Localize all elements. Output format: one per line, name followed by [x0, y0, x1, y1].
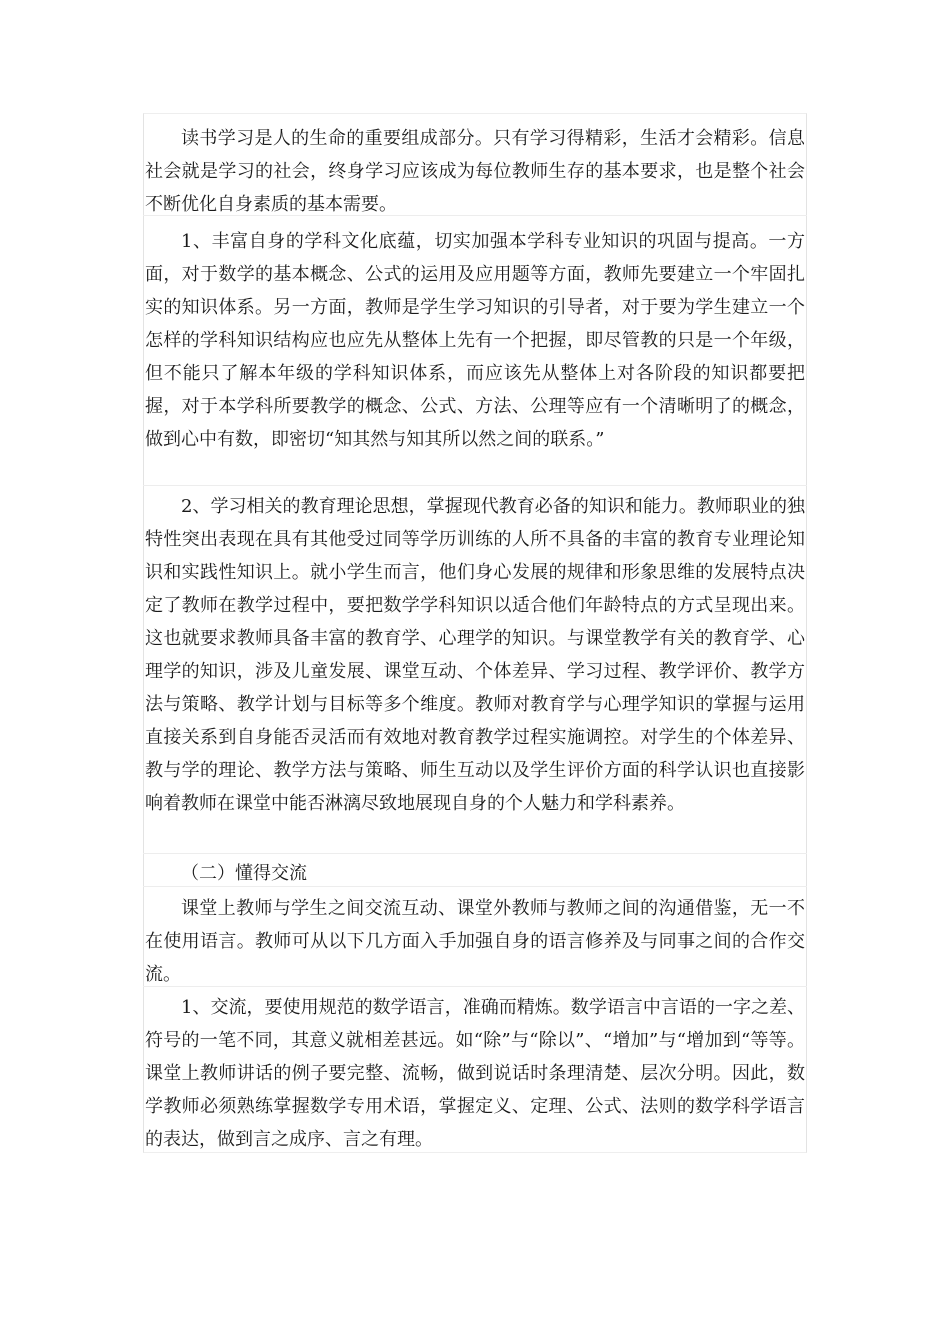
paragraph-point-1: 1、丰富自身的学科文化底蕴，切实加强本学科专业知识的巩固与提高。一方面，对于数学的基本概念、公式的运用及应用题等方面，教师先要建立一个牢固扎实的知识体系。另一方面，教师是学生学习知识的引导者，对于要为学生建立一个怎样的学科知识结构应也应先从整体上先有一个把握，即尽管教的只是一个年级，但不能只了解本年级的学科知识体系，而应该先从整体上对各阶段的知识都要把握，对于本学科所要教学的概念、公式、方法、公理等应有一个清晰明了的概念，做到心中有数，即密切“知其然与知其所以然之间的联系。”	[145, 231, 805, 450]
paragraph-intro: 读书学习是人的生命的重要组成部分。只有学习得精彩，生活才会精彩。信息社会就是学习的社会，终身学习应该成为每位教师生存的基本要求，也是整个社会不断优化自身素质的基本需要。	[145, 128, 805, 215]
paragraph-section-intro: 课堂上教师与学生之间交流互动、课堂外教师与教师之间的沟通借鉴，无一不在使用语言。教师可从以下几方面入手加强自身的语言修养及与同事之间的合作交流。	[145, 898, 805, 985]
paragraph-point-2: 2、学习相关的教育理论思想，掌握现代教育必备的知识和能力。教师职业的独特性突出表现在具有其他受过同等学历训练的人所不具备的丰富的教育专业理论知识和实践性知识上。就小学生而言，他们身心发展的规律和形象思维的发展特点决定了教师在教学过程中，要把数学学科知识以适合他们年龄特点的方式呈现出来。这也就要求教师具备丰富的教育学、心理学的知识。与课堂教学有关的教育学、心理学的知识，涉及儿童发展、课堂互动、个体差异、学习过程、教学评价、教学方法与策略、教学计划与目标等多个维度。教师对教育学与心理学知识的掌握与运用直接关系到自身能否灵活而有效地对教育教学过程实施调控。对学生的个体差异、教与学的理论、教学方法与策略、师生互动以及学生评价方面的科学认识也直接影响着教师在课堂中能否淋漓尽致地展现自身的个人魅力和学科素养。	[145, 496, 805, 814]
section-heading: （二）懂得交流	[181, 863, 307, 884]
row-divider	[143, 853, 807, 854]
row-divider	[143, 485, 807, 486]
paragraph-comm-point-1: 1、交流，要使用规范的数学语言，准确而精炼。数学语言中言语的一字之差、符号的一笔不同，其意义就相差甚远。如“除”与“除以”、“增加”与“增加到“等等。课堂上教师讲话的例子要完整、流畅，做到说话时条理清楚、层次分明。因此，数学教师必须熟练掌握数学专用术语，掌握定义、定理、公式、法则的数学科学语言的表达，做到言之成序、言之有理。	[145, 997, 805, 1150]
